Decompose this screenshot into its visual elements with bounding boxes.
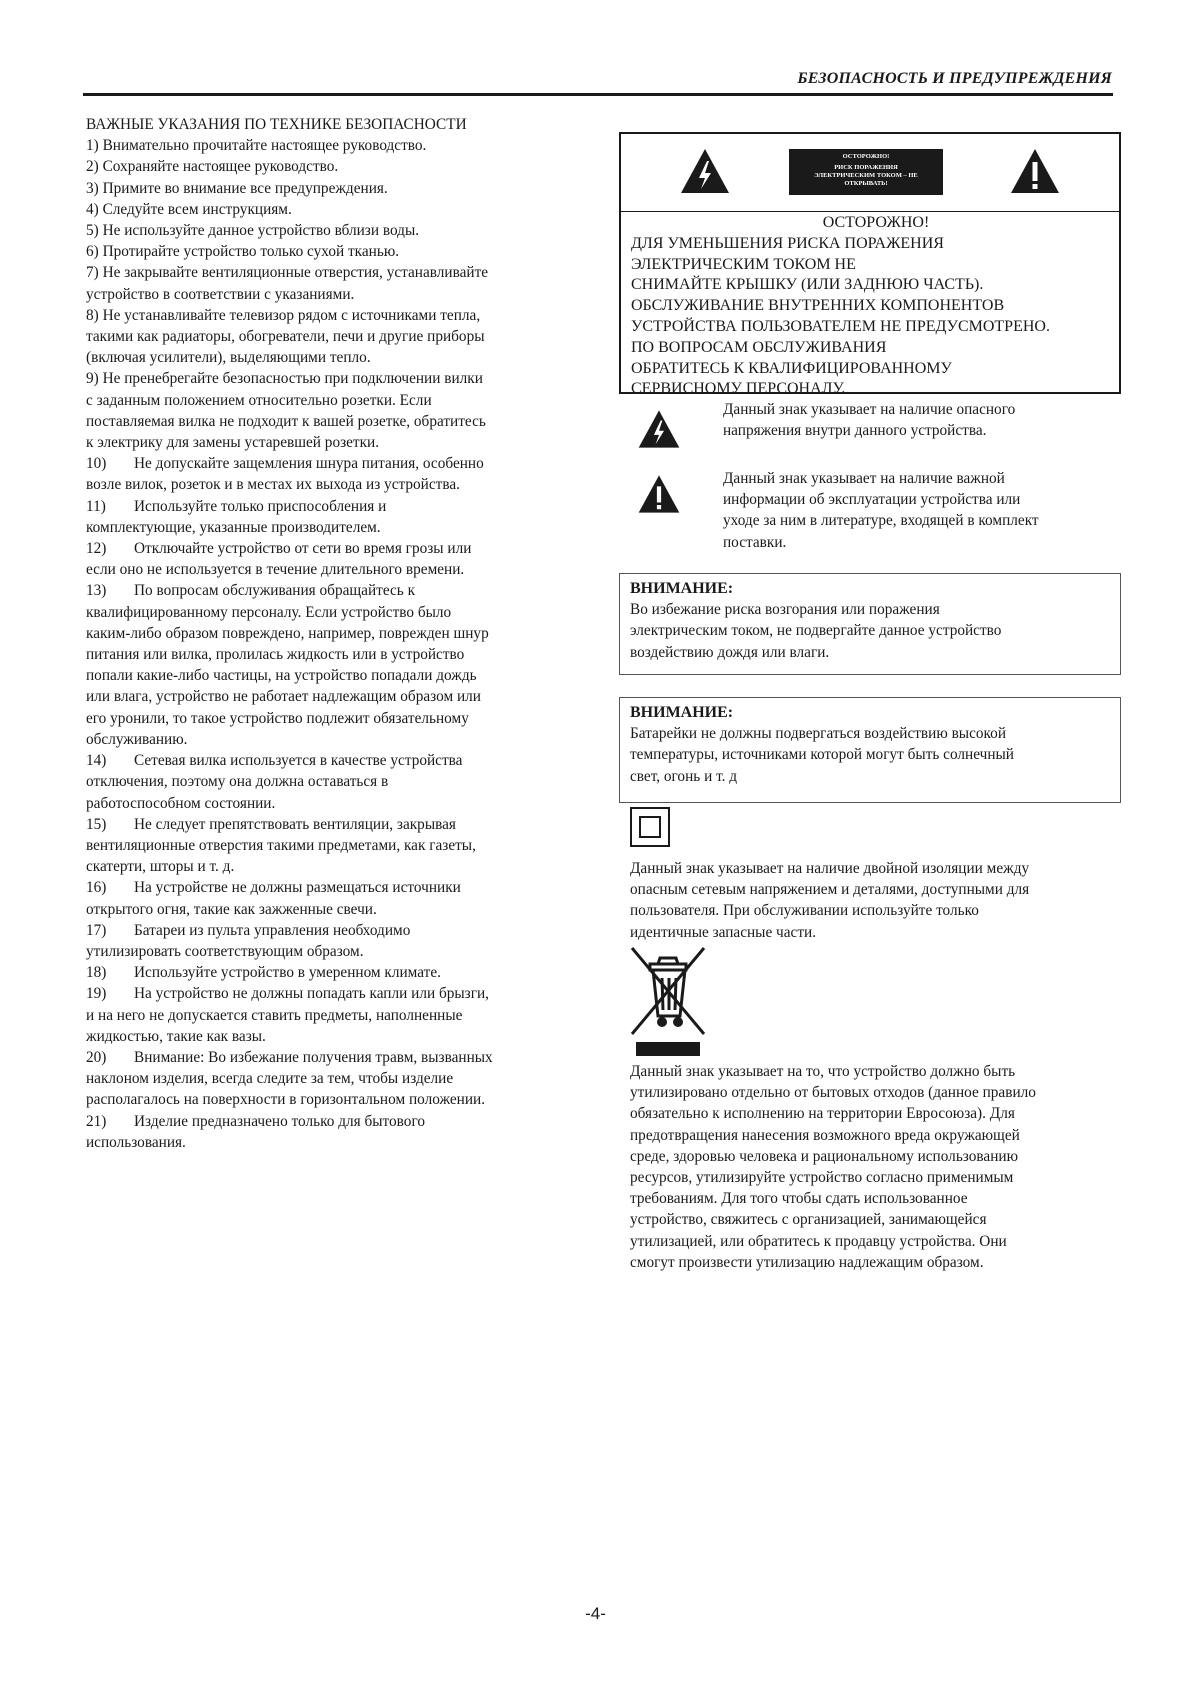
instruction-number: 7): [86, 264, 99, 282]
weee-bar: [636, 1042, 700, 1056]
voltage-symbol-row: [619, 399, 1119, 455]
instruction-line: [86, 983, 566, 1004]
weee-line: требованиям. Для того чтобы сдать использованное: [630, 1190, 968, 1208]
instruction-number: 13): [86, 582, 107, 600]
instruction-line: [86, 771, 566, 792]
weee-line: предотвращения нанесения возможного вреда окружающей: [630, 1126, 1020, 1144]
instruction-text: По вопросам обслуживания обращайтесь к: [134, 582, 416, 600]
info-line: информации об эксплуатации устройства или: [723, 491, 1021, 509]
instruction-line: [86, 1111, 566, 1132]
lightning-warning-icon: [679, 147, 731, 195]
instruction-line: [86, 326, 566, 347]
instruction-line: [86, 814, 566, 835]
caution-text: [631, 213, 1121, 400]
instruction-text: наклоном изделия, всегда следите за тем, чтобы изделие: [86, 1070, 454, 1088]
attention-line: Батарейки не должны подвергаться воздействию высокой: [630, 725, 1007, 743]
instruction-number: 9): [86, 370, 99, 388]
instruction-line: [86, 411, 566, 432]
caution-line: ПО ВОПРОСАМ ОБСЛУЖИВАНИЯ: [631, 338, 887, 356]
instruction-line: [86, 665, 566, 686]
info-line: Данный знак указывает на наличие важной: [723, 470, 1005, 487]
instruction-text: или влага, устройство не работает надлежащим образом или: [86, 688, 481, 706]
instruction-text: Батареи из пульта управления необходимо: [134, 921, 411, 939]
instruction-text: На устройстве не должны размещаться источники: [134, 879, 461, 897]
caution-label: [789, 149, 943, 195]
instruction-text: устройство в соответствии с указаниями.: [86, 285, 355, 303]
weee-line: обязательно к исполнению на территории Евросоюза). Для: [630, 1105, 1015, 1123]
instruction-text: Отключайте устройство от сети во время грозы или: [134, 540, 472, 558]
instruction-number: 2): [86, 158, 99, 176]
instruction-text: вентиляционные отверстия такими предметами, как газеты,: [86, 836, 476, 854]
instruction-text: питания или вилка, пролилась жидкость или в устройство: [86, 646, 465, 664]
instruction-number: 8): [86, 306, 99, 324]
instruction-text: каким-либо образом повреждено, например, поврежден шнур: [86, 624, 489, 642]
instruction-line: [86, 496, 566, 517]
caution-line: ОБСЛУЖИВАНИЕ ВНУТРЕННИХ КОМПОНЕНТОВ: [631, 297, 1005, 315]
instruction-line: [86, 220, 566, 241]
instruction-line: [86, 1026, 566, 1047]
instruction-line: [86, 1068, 566, 1089]
instruction-number: 11): [86, 497, 106, 515]
safety-instructions: [86, 114, 566, 1153]
voltage-symbol-text: [723, 399, 1123, 441]
instruction-number: 14): [86, 752, 107, 770]
instruction-number: 1): [86, 137, 99, 155]
weee-text: [630, 1061, 1120, 1273]
instruction-text: Не пренебрегайте безопасностью при подключении вилки: [102, 370, 483, 388]
caution-box-header: [621, 134, 1119, 212]
instruction-line: [86, 432, 566, 453]
instruction-text: попали какие-либо частицы, на устройство попадали дождь: [86, 667, 477, 685]
instruction-line: [86, 686, 566, 707]
instruction-text: скатерти, шторы и т. д.: [86, 858, 235, 876]
weee-line: утилизировано отдельно от бытовых отходов (данное правило: [630, 1084, 1036, 1102]
attention-title: ВНИМАНИЕ:: [630, 580, 734, 597]
caution-box: [619, 132, 1121, 398]
instruction-text: Не используйте данное устройство вблизи воды.: [102, 222, 420, 240]
instruction-line: [86, 135, 566, 156]
instruction-text: Сохраняйте настоящее руководство.: [102, 158, 339, 176]
instruction-text: Протирайте устройство только сухой тканью.: [102, 243, 400, 261]
instruction-number: 20): [86, 1048, 107, 1066]
instruction-text: и на него не допускается ставить предметы, наполненные: [86, 1006, 463, 1024]
instruction-line: [86, 856, 566, 877]
instruction-line: [86, 793, 566, 814]
instruction-text: поставляемая вилка не подходит к вашей розетке, обратитесь: [86, 412, 486, 430]
double-insulation-line: Данный знак указывает на наличие двойной изоляции между: [630, 860, 1030, 877]
instruction-line: [86, 305, 566, 326]
exclamation-warning-icon: [637, 473, 681, 515]
instruction-text: Следуйте всем инструкциям.: [102, 200, 292, 218]
info-symbol-row: [619, 468, 1119, 558]
instruction-text: Не допускайте защемления шнура питания, особенно: [134, 455, 484, 473]
instructions-list: [86, 135, 566, 1153]
instruction-line: [86, 877, 566, 898]
instruction-text: Примите во внимание все предупреждения.: [102, 179, 388, 197]
instruction-text: Не закрывайте вентиляционные отверстия, устанавливайте: [102, 264, 489, 282]
instruction-text: возле вилок, розеток и в местах их выхода из устройства.: [86, 476, 460, 494]
attention-box-moisture: [619, 573, 1121, 675]
weee-line: смогут произвести утилизацию надлежащим образом.: [630, 1253, 984, 1271]
caution-line: УСТРОЙСТВА ПОЛЬЗОВАТЕЛЕМ НЕ ПРЕДУСМОТРЕНО.: [631, 317, 1050, 335]
instruction-number: 16): [86, 879, 107, 897]
instruction-text: Изделие предназначено только для бытового: [134, 1112, 425, 1130]
instruction-line: [86, 1005, 566, 1026]
info-line: уходе за ним в литературе, входящей в комплект: [723, 512, 1039, 530]
lightning-warning-icon: [637, 407, 681, 451]
instruction-line: [86, 559, 566, 580]
voltage-line: напряжения внутри данного устройства.: [723, 422, 987, 440]
weee-line: Данный знак указывает на то, что устройство должно быть: [630, 1063, 1016, 1080]
instruction-number: 6): [86, 243, 99, 261]
header-rule: [83, 93, 1113, 96]
attention-box-batteries: [619, 697, 1121, 803]
double-insulation-icon: [630, 807, 670, 847]
instruction-line: [86, 262, 566, 283]
instruction-number: 4): [86, 200, 99, 218]
caution-title: ОСТОРОЖНО!: [822, 214, 930, 231]
instruction-line: [86, 962, 566, 983]
instruction-line: [86, 178, 566, 199]
instruction-text: (включая усилители), выделяющими тепло.: [86, 349, 371, 367]
caution-line: СЕРВИСНОМУ ПЕРСОНАЛУ.: [631, 380, 846, 398]
weee-line: среде, здоровью человека и рациональному использованию: [630, 1147, 1019, 1165]
instruction-number: 21): [86, 1112, 107, 1130]
double-insulation-text: [630, 858, 1120, 943]
voltage-line: Данный знак указывает на наличие опасного: [723, 401, 1016, 418]
page-number: -4-: [585, 1604, 606, 1623]
instruction-text: обслуживанию.: [86, 730, 188, 748]
attention-line: температуры, источниками которой могут быть солнечный: [630, 746, 1014, 764]
instruction-line: [86, 368, 566, 389]
double-insulation-line: пользователя. При обслуживании используйте только: [630, 902, 979, 920]
instruction-text: Используйте устройство в умеренном климате.: [134, 964, 441, 982]
instruction-line: [86, 835, 566, 856]
instruction-text: открытого огня, такие как зажженные свечи.: [86, 900, 377, 918]
instruction-text: располагалось на поверхности в горизонтальном положении.: [86, 1091, 486, 1109]
instruction-text: утилизировать соответствующим образом.: [86, 942, 364, 960]
instruction-line: [86, 1132, 566, 1153]
instruction-text: отключения, поэтому она должна оставаться в: [86, 773, 389, 791]
info-symbol-text: [723, 468, 1123, 553]
instruction-line: [86, 284, 566, 305]
instruction-line: [86, 644, 566, 665]
instruction-line: [86, 729, 566, 750]
instruction-line: [86, 750, 566, 771]
instruction-text: если оно не используется в течение длительного времени.: [86, 561, 465, 579]
instruction-line: [86, 347, 566, 368]
instruction-line: [86, 602, 566, 623]
instruction-line: [86, 453, 566, 474]
instruction-text: работоспособном состоянии.: [86, 794, 276, 812]
instruction-line: [86, 899, 566, 920]
instruction-line: [86, 390, 566, 411]
instruction-line: [86, 941, 566, 962]
instruction-line: [86, 199, 566, 220]
caution-line: ДЛЯ УМЕНЬШЕНИЯ РИСКА ПОРАЖЕНИЯ: [631, 234, 944, 252]
weee-line: ресурсов, утилизируйте устройство согласно применимым: [630, 1169, 1014, 1187]
instruction-line: [86, 241, 566, 262]
instruction-line: [86, 1089, 566, 1110]
instruction-line: [86, 517, 566, 538]
attention-line: электрическим током, не подвергайте данное устройство: [630, 622, 1002, 640]
instruction-number: 18): [86, 964, 107, 982]
instruction-number: 10): [86, 455, 107, 473]
instruction-line: [86, 538, 566, 559]
caution-line: ЭЛЕКТРИЧЕСКИМ ТОКОМ НЕ: [631, 255, 856, 273]
instruction-line: [86, 623, 566, 644]
exclamation-warning-icon: [1009, 147, 1061, 195]
instruction-text: Не следует препятствовать вентиляции, закрывая: [134, 815, 456, 833]
instruction-text: с заданным положением относительно розетки. Если: [86, 391, 432, 409]
instruction-text: комплектующие, указанные производителем.: [86, 518, 381, 536]
instruction-number: 15): [86, 815, 107, 833]
double-insulation-line: идентичные запасные части.: [630, 923, 817, 941]
info-line: поставки.: [723, 533, 787, 551]
attention-title: ВНИМАНИЕ:: [630, 704, 734, 721]
weee-line: устройство, свяжитесь с организацией, занимающейся: [630, 1211, 987, 1229]
instruction-text: такими как радиаторы, обогреватели, печи и другие приборы: [86, 328, 485, 346]
double-insulation-line: опасным сетевым напряжением и деталями, доступными для: [630, 881, 1030, 899]
instructions-heading: ВАЖНЫЕ УКАЗАНИЯ ПО ТЕХНИКЕ БЕЗОПАСНОСТИ: [86, 116, 467, 133]
instruction-text: жидкостью, такие как вазы.: [86, 1027, 266, 1045]
instruction-line: [86, 156, 566, 177]
instruction-text: Сетевая вилка используется в качестве устройства: [134, 752, 463, 770]
instruction-line: [86, 474, 566, 495]
instruction-number: 12): [86, 540, 107, 558]
instruction-text: Используйте только приспособления и: [134, 497, 387, 515]
instruction-text: Не устанавливайте телевизор рядом с источниками тепла,: [102, 306, 481, 324]
instruction-number: 19): [86, 985, 107, 1003]
weee-line: утилизацией, или обратитесь к продавцу устройства. Они: [630, 1232, 1007, 1250]
instruction-number: 17): [86, 921, 107, 939]
caution-label-line: ОТКРЫВАТЬ!: [844, 180, 888, 187]
instruction-line: [86, 920, 566, 941]
instruction-number: 5): [86, 222, 99, 240]
instruction-number: 3): [86, 179, 99, 197]
attention-line: воздействию дождя или влаги.: [630, 643, 830, 661]
instruction-line: [86, 1047, 566, 1068]
instruction-text: Внимательно прочитайте настоящее руководство.: [102, 137, 427, 155]
instruction-text: к электрику для замены устаревшей розетки.: [86, 434, 380, 452]
attention-line: Во избежание риска возгорания или поражения: [630, 601, 940, 619]
instruction-line: [86, 580, 566, 601]
instruction-text: На устройство не должны попадать капли или брызги,: [134, 985, 489, 1003]
instruction-text: использования.: [86, 1133, 186, 1151]
instruction-line: [86, 708, 566, 729]
page-header-title: БЕЗОПАСНОСТЬ И ПРЕДУПРЕЖДЕНИЯ: [797, 70, 1112, 87]
caution-line: ОБРАТИТЕСЬ К КВАЛИФИЦИРОВАННОМУ: [631, 359, 952, 377]
caution-label-line: ОСТОРОЖНО!: [842, 153, 890, 160]
caution-line: СНИМАЙТЕ КРЫШКУ (ИЛИ ЗАДНЮЮ ЧАСТЬ).: [631, 276, 984, 294]
weee-crossed-bin-icon: [626, 942, 710, 1040]
attention-line: свет, огонь и т. д: [630, 767, 738, 785]
caution-label-line: РИСК ПОРАЖЕНИЯ: [834, 164, 898, 171]
caution-label-line: ЭЛЕКТРИЧЕСКИМ ТОКОМ – НЕ: [814, 172, 918, 179]
instruction-text: квалифицированному персоналу. Если устройство было: [86, 603, 452, 621]
instruction-text: его уронили, то такое устройство подлежит обязательному: [86, 709, 469, 727]
instruction-text: Внимание: Во избежание получения травм, вызванных: [134, 1048, 493, 1066]
